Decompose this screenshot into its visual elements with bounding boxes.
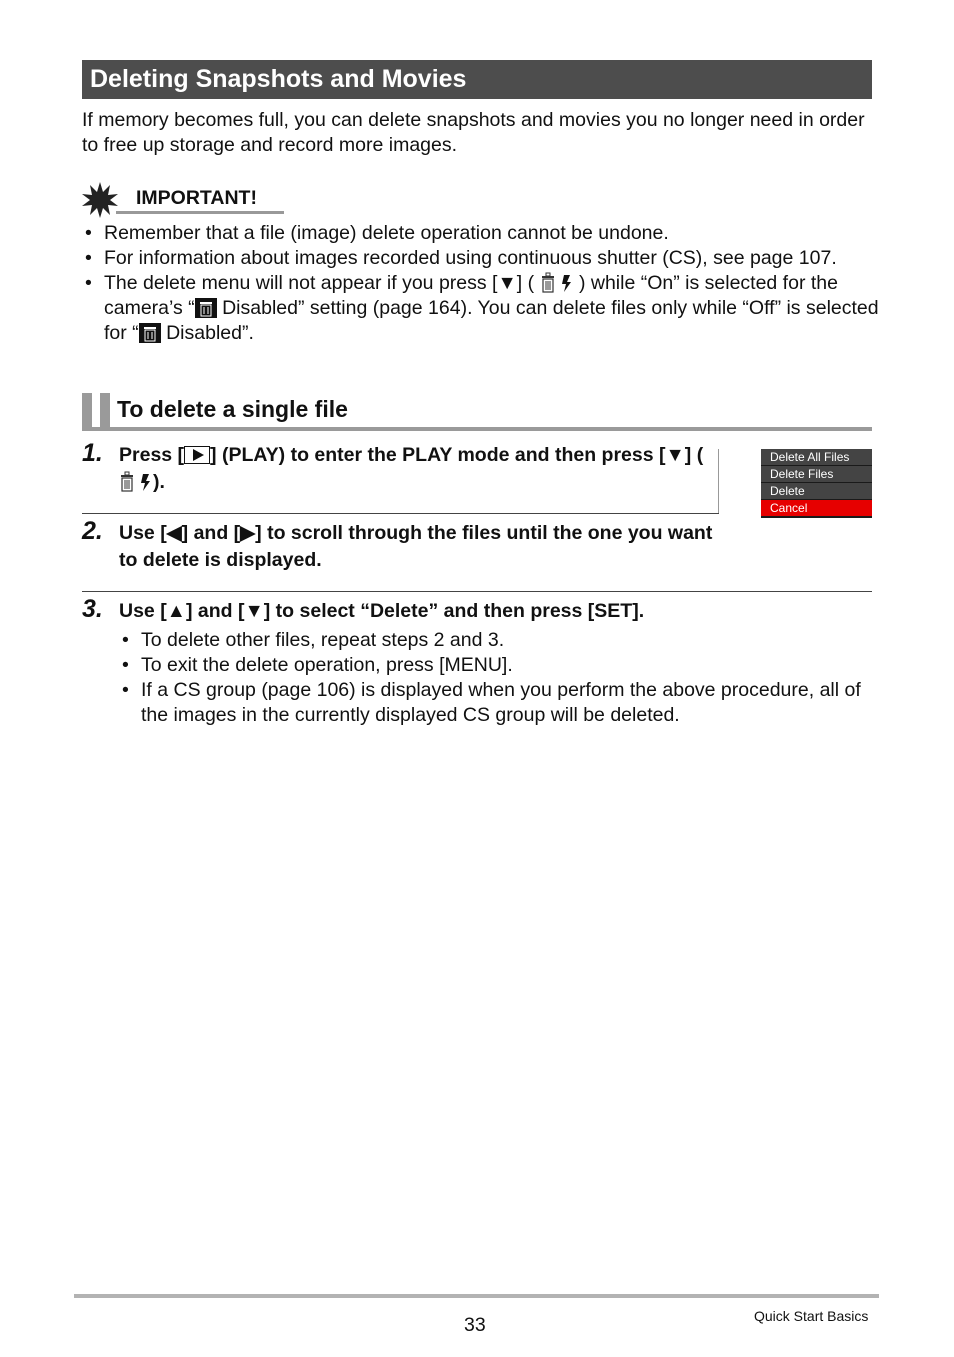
step-1-text bbox=[119, 442, 709, 496]
step-text-part: ] (PLAY) to enter the PLAY mode and then press [▼] ( bbox=[210, 444, 704, 466]
list-item: • To delete other files, repeat steps 2 and 3. bbox=[122, 629, 505, 651]
bullet-text: The delete menu will not appear if you press [▼] ( bbox=[104, 272, 535, 294]
divider bbox=[718, 449, 719, 513]
list-item: • The delete menu will not appear if you press [▼] ( ) while “On” is selected for the camera’s “ Disabled” setting (page 164). You can delete files only while “Off” is selected for “ Disabled”. bbox=[85, 272, 879, 344]
page-number: 33 bbox=[464, 1314, 486, 1336]
notes-list bbox=[119, 628, 879, 728]
list-item: • For information about images recorded using continuous shutter (CS), see page 107. bbox=[85, 247, 837, 269]
step-3-text: Use [▲] and [▼] to select “Delete” and then press [SET]. bbox=[119, 600, 645, 622]
bullet-text: Remember that a file (image) delete operation cannot be undone. bbox=[104, 222, 669, 244]
footer-rule bbox=[74, 1294, 879, 1298]
trash-flash-icon bbox=[540, 271, 574, 293]
divider bbox=[82, 513, 719, 514]
burst-icon bbox=[82, 182, 118, 218]
bullet-text: For information about images recorded using continuous shutter (CS), see page 107. bbox=[104, 247, 837, 269]
menu-item: Delete Files bbox=[761, 466, 872, 482]
subsection-title: To delete a single file bbox=[117, 396, 348, 422]
important-list bbox=[82, 221, 882, 346]
subsection-marker bbox=[82, 393, 92, 429]
footer-section-label: Quick Start Basics bbox=[754, 1308, 869, 1324]
bullet-text: If a CS group (page 106) is displayed when you perform the above procedure, all of the images in the currently displayed CS group will be deleted. bbox=[141, 679, 861, 726]
section-title: Deleting Snapshots and Movies bbox=[90, 65, 467, 93]
step-text-part: ). bbox=[153, 471, 165, 493]
bullet-text: To exit the delete operation, press [MENU]. bbox=[141, 654, 513, 676]
intro-paragraph: If memory becomes full, you can delete snapshots and movies you no longer need in order to free up storage and record more images. bbox=[82, 109, 865, 156]
step-number: 1. bbox=[82, 439, 103, 467]
bullet-text: Disabled”. bbox=[160, 322, 254, 344]
delete-menu-screenshot bbox=[761, 449, 872, 518]
subsection-underline bbox=[82, 427, 872, 431]
step-2-text: Use [◀] and [▶] to scroll through the files until the one you want to delete is displayed. bbox=[119, 522, 713, 571]
important-underline bbox=[116, 211, 284, 214]
bullet-text: To delete other files, repeat steps 2 and 3. bbox=[141, 629, 505, 651]
menu-item: Delete All Files bbox=[761, 449, 872, 465]
step-text-part: Press [ bbox=[119, 444, 185, 466]
step-number: 3. bbox=[82, 595, 103, 623]
divider bbox=[82, 591, 872, 592]
trash-icon bbox=[195, 298, 217, 318]
trash-flash-icon bbox=[119, 470, 153, 492]
step-number: 2. bbox=[82, 517, 103, 545]
list-item: • If a CS group (page 106) is displayed when you perform the above procedure, all of the images in the currently displayed CS group will be deleted. bbox=[122, 679, 861, 726]
menu-item-selected: Cancel bbox=[761, 500, 872, 516]
bullet-text: Disabled” setting (page 164). You can delete files only while “Off” is selected for “ bbox=[104, 297, 879, 344]
list-item: • Remember that a file (image) delete operation cannot be undone. bbox=[85, 222, 669, 244]
subsection-marker bbox=[100, 393, 110, 429]
bullet-text: ) while “On” is selected for the camera’s “ bbox=[104, 272, 838, 319]
menu-item: Delete bbox=[761, 483, 872, 499]
important-label: IMPORTANT! bbox=[136, 187, 257, 209]
list-item: • To exit the delete operation, press [MENU]. bbox=[122, 654, 513, 676]
play-icon bbox=[184, 446, 210, 464]
trash-icon bbox=[139, 323, 161, 343]
